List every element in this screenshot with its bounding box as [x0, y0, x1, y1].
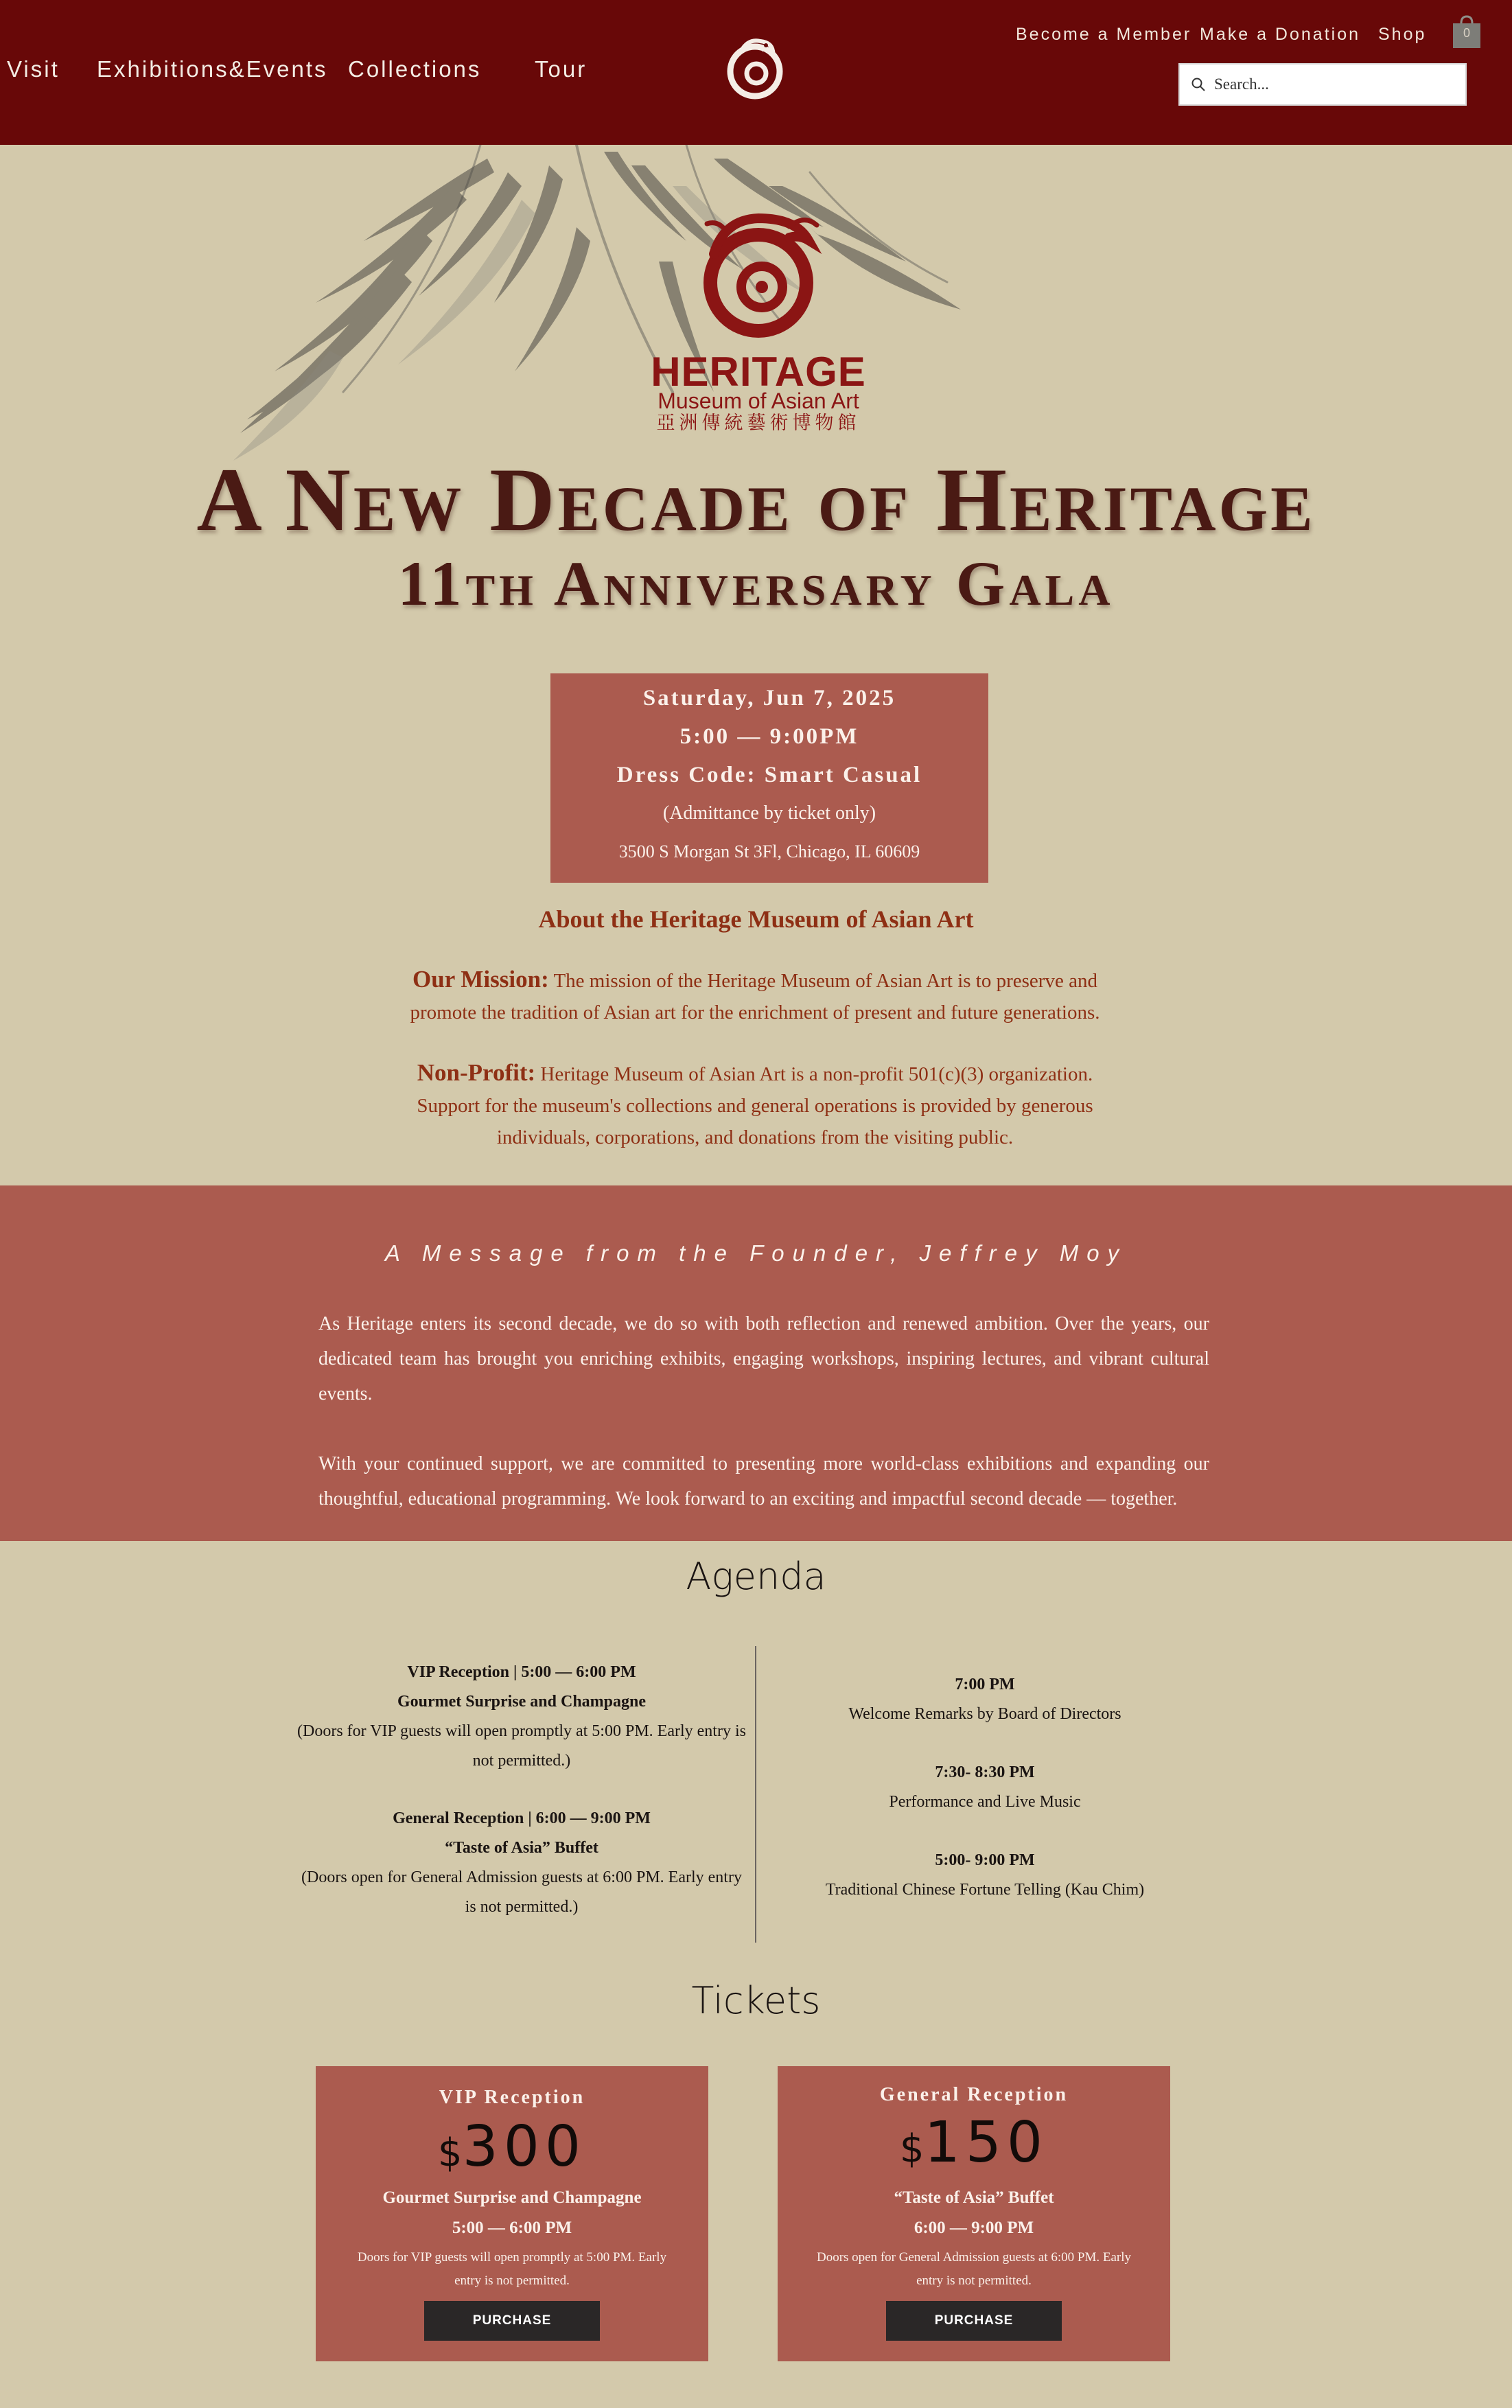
page-title: A New Decade of Heritage [196, 449, 1316, 550]
agenda-divider [755, 1646, 756, 1943]
agenda-item-time: 7:00 PM [955, 1676, 1015, 1693]
nav-tour[interactable]: Tour [535, 56, 588, 82]
search-input[interactable] [1214, 76, 1447, 93]
search-bar[interactable] [1178, 63, 1467, 106]
agenda-heading: Agenda [686, 1555, 826, 1598]
agenda-performance [779, 1758, 1191, 1817]
mission-text: The mission of the Heritage Museum of Asian Art is to preserve and promote the tradition of Asian art for the enrichment of present and future generations. [410, 970, 1100, 1023]
founder-paragraph-2: With your continued support, we are committed to presenting more world-class exhibitions and expanding our thoughtful, educational programming. We look forward to an exciting and impactful second decade — together. [318, 1453, 1209, 1509]
founder-paragraph-1: As Heritage enters its second decade, we do so with both reflection and renewed ambition. Over the years, our dedicated team has brought you enriching exhibits, engaging workshops, inspiring lectures, and vibrant cultural events. [318, 1313, 1209, 1404]
purchase-general-button[interactable]: PURCHASE [886, 2301, 1062, 2341]
event-time: 5:00 — 9:00PM [679, 724, 859, 749]
agenda-welcome-remarks [779, 1670, 1191, 1729]
agenda-item-note: (Doors open for General Admission guests at 6:00 PM. Early entry is not permitted.) [301, 1868, 742, 1916]
logo-wordmark: HERITAGE [651, 349, 866, 395]
logo-subtitle: Museum of Asian Art [658, 389, 859, 413]
agenda-item-subtitle: Gourmet Surprise and Champagne [397, 1693, 647, 1711]
ticket-note: Doors open for General Admission guests at 6:00 PM. Early entry is not permitted. [816, 2250, 1132, 2288]
tickets-heading: Tickets [691, 1979, 821, 2022]
heritage-dragon-logo-icon [686, 206, 830, 343]
founder-message-section [0, 1185, 1512, 1541]
agenda-item-desc: Welcome Remarks by Board of Directors [848, 1705, 1121, 1723]
event-dress-code: Dress Code: Smart Casual [616, 763, 922, 787]
ticket-price [778, 2110, 1170, 2175]
nonprofit-text: Heritage Museum of Asian Art is a non-profit 501(c)(3) organization. Support for the museum's collections and general operations is provided by generous individuals, corporations, and donations from the visiting public. [417, 1063, 1093, 1148]
logo-chinese-name: 亞洲傳統藝術博物館 [656, 413, 861, 434]
site-header [0, 0, 1512, 145]
agenda-item-title: VIP Reception | 5:00 — 6:00 PM [407, 1663, 636, 1681]
ticket-item: “Taste of Asia” Buffet [894, 2188, 1054, 2207]
ticket-card-vip [316, 2066, 708, 2361]
nonprofit-label: Non-Profit: [417, 1059, 536, 1086]
agenda-item-desc: Traditional Chinese Fortune Telling (Kau Chim) [825, 1881, 1145, 1899]
ticket-note: Doors for VIP guests will open promptly at 5:00 PM. Early entry is not permitted. [357, 2250, 667, 2288]
make-donation-link[interactable]: Make a Donation [1200, 25, 1361, 44]
ticket-time: 6:00 — 9:00 PM [914, 2219, 1034, 2237]
ticket-name: General Reception [879, 2084, 1069, 2105]
about-heading: About the Heritage Museum of Asian Art [538, 905, 974, 933]
agenda-fortune-telling [779, 1846, 1191, 1905]
founder-heading: A Message from the Founder, Jeffrey Moy [384, 1240, 1128, 1266]
nav-exhibitions-events[interactable]: Exhibitions&Events [97, 56, 328, 82]
ticket-card-general [778, 2066, 1170, 2361]
ticket-item: Gourmet Surprise and Champagne [382, 2188, 642, 2207]
event-details-box [550, 673, 988, 883]
ticket-amount: 300 [462, 2114, 587, 2179]
nav-visit[interactable]: Visit [7, 56, 60, 82]
shopping-cart-button[interactable] [1452, 14, 1482, 49]
ticket-currency: $ [899, 2127, 924, 2171]
ticket-amount: 150 [924, 2110, 1049, 2175]
mission-paragraph [384, 964, 1126, 1028]
nonprofit-paragraph [405, 1057, 1105, 1153]
ticket-price [316, 2114, 708, 2179]
event-date: Saturday, Jun 7, 2025 [642, 686, 896, 710]
become-member-link[interactable]: Become a Member [1016, 25, 1192, 44]
ticket-name: VIP Reception [439, 2087, 585, 2108]
mission-label: Our Mission: [412, 966, 549, 993]
nav-collections[interactable]: Collections [348, 56, 482, 82]
agenda-item-time: 7:30- 8:30 PM [935, 1763, 1035, 1781]
agenda-item-title: General Reception | 6:00 — 9:00 PM [393, 1809, 651, 1827]
agenda-item-time: 5:00- 9:00 PM [935, 1851, 1035, 1869]
agenda-general-reception [295, 1804, 748, 1922]
purchase-vip-button[interactable]: PURCHASE [424, 2301, 600, 2341]
search-icon [1191, 77, 1206, 92]
agenda-item-subtitle: “Taste of Asia” Buffet [445, 1839, 598, 1857]
agenda-item-note: (Doors for VIP guests will open promptly at 5:00 PM. Early entry is not permitted.) [297, 1722, 746, 1770]
event-admittance: (Admittance by ticket only) [662, 802, 876, 824]
ticket-currency: $ [437, 2131, 463, 2175]
agenda-item-desc: Performance and Live Music [889, 1793, 1081, 1811]
cart-count: 0 [1463, 26, 1470, 40]
museum-logo-icon[interactable] [721, 34, 789, 103]
ticket-time: 5:00 — 6:00 PM [452, 2219, 572, 2237]
event-address: 3500 S Morgan St 3Fl, Chicago, IL 60609 [618, 842, 920, 861]
page-subtitle: 11th Anniversary Gala [397, 548, 1115, 618]
agenda-vip-reception [295, 1658, 748, 1776]
shop-link[interactable]: Shop [1378, 25, 1427, 44]
